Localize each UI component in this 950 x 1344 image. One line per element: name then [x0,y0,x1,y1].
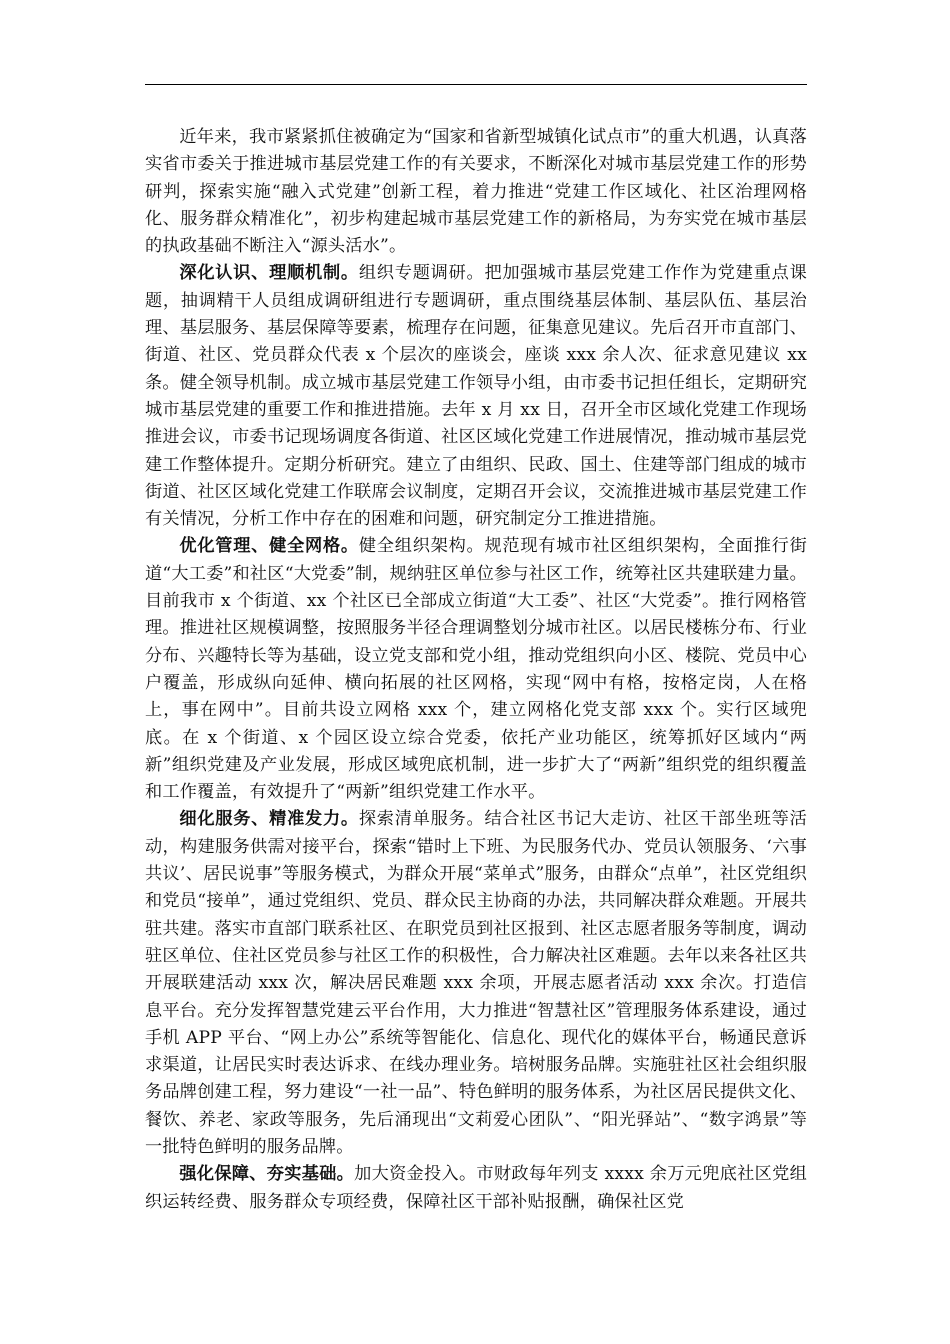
paragraph-deepen-understanding [145,260,807,533]
paragraph-intro [145,124,807,260]
paragraph-lead: 细化服务、精准发力。 [179,809,359,830]
paragraph-text: 组织专题调研。把加强城市基层党建工作作为党建重点课题，抽调精干人员组成调研组进行专题调研，重点围绕基层体制、基层队伍、基层治理、基层服务、基层保障等要素，梳理存在问题，征集意见建议。先后召开市直部门、街道、社区、党员群众代表 x 个层次的座谈会，座谈 xxx 余人次、征求意见建议 xx 条。健全领导机制。成立城市基层党建工作领导小组，由市委书记担任组长，定期研究城市基层党建的重要工作和推进措施。去年 x 月 xx 日，召开全市区域化党建工作现场推进会议，市委书记现场调度各街道、社区区域化党建工作进展情况，推动城市基层党建工作整体提升。定期分析研究。建立了由组织、民政、国土、住建等部门组成的城市街道、社区区域化党建工作联席会议制度，定期召开会议，交流推进城市基层党建工作有关情况，分析工作中存在的困难和问题，研究制定分工推进措施。 [145,263,807,530]
paragraph-refine-services [145,806,807,1161]
paragraph-lead: 深化认识、理顺机制。 [179,263,359,284]
paragraph-optimize-management [145,533,807,806]
paragraph-text: 近年来，我市紧紧抓住被确定为“国家和省新型城镇化试点市”的重大机遇，认真落实省市委关于推进城市基层党建工作的有关要求，不断深化对城市基层党建工作的形势研判，探索实施“融入式党建”创新工程，着力推进“党建工作区域化、社区治理网格化、服务群众精准化”，初步构建起城市基层党建工作的新格局，为夯实党在城市基层的执政基础不断注入“源头活水”。 [145,127,807,257]
paragraph-lead: 强化保障、夯实基础。 [179,1164,355,1185]
document-body [145,124,807,1216]
paragraph-text: 健全组织架构。规范现有城市社区组织架构，全面推行街道“大工委”和社区“大党委”制，规纳驻区单位参与社区工作，统筹社区共建联建力量。目前我市 x 个街道、xx 个社区已全部成立街道“大工委”、社区“大党委”。推行网格管理。推进社区规模调整，按照服务半径合理调整划分城市社区。以居民楼栋分布、行业分布、兴趣特长等为基础，设立党支部和党小组，推动党组织向小区、楼院、党员中心户覆盖，形成纵向延伸、横向拓展的社区网格，实现“网中有格，按格定岗，人在格上，事在网中”。目前共设立网格 xxx 个，建立网格化党支部 xxx 个。实行区域兜底。在 x 个街道、x 个园区设立综合党委，依托产业功能区，统筹抓好区域内“两新”组织党建及产业发展，形成区域兜底机制，进一步扩大了“两新”组织党的组织覆盖和工作覆盖，有效提升了“两新”组织党建工作水平。 [145,536,807,803]
header-rule [145,84,807,85]
paragraph-strengthen-guarantee [145,1161,807,1216]
paragraph-text: 加大资金投入。市财政每年列支 xxxx 余万元兜底社区党组织运转经费、服务群众专项经费，保障社区干部补贴报酬，确保社区党 [145,1164,807,1212]
paragraph-lead: 优化管理、健全网格。 [179,536,359,557]
paragraph-text: 探索清单服务。结合社区书记大走访、社区干部坐班等活动，构建服务供需对接平台，探索“错时上下班、为民服务代办、党员认领服务、‘六事共议’、居民说事”等服务模式，为群众开展“菜单式”服务，由群众“点单”，社区党组织和党员“接单”，通过党组织、党员、群众民主协商的办法，共同解决群众难题。开展共驻共建。落实市直部门联系社区、在职党员到社区报到、社区志愿者服务等制度，调动驻区单位、住社区党员参与社区工作的积极性，合力解决社区难题。去年以来各社区共开展联建活动 xxx 次，解决居民难题 xxx 余项，开展志愿者活动 xxx 余次。打造信息平台。充分发挥智慧党建云平台作用，大力推进“智慧社区”管理服务体系建设，通过手机 APP 平台、“网上办公”系统等智能化、信息化、现代化的媒体平台，畅通民意诉求渠道，让居民实时表达诉求、在线办理业务。培树服务品牌。实施驻社区社会组织服务品牌创建工程，努力建设“一社一品”、特色鲜明的服务体系，为社区居民提供文化、餐饮、养老、家政等服务，先后涌现出“文莉爱心团队”、“阳光驿站”、“数字鸿景”等一批特色鲜明的服务品牌。 [145,809,807,1157]
